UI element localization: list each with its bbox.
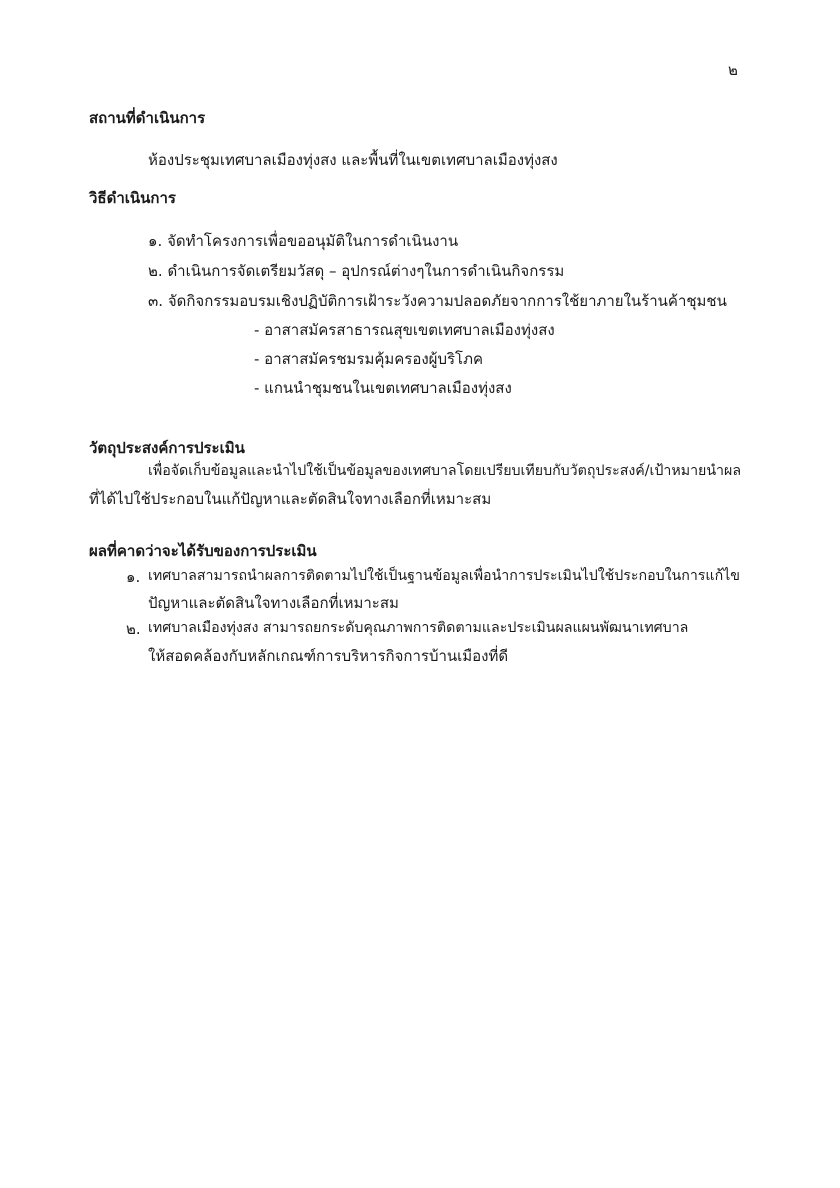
expected-item-2-line-2: ให้สอดคล้องกับหลักเกณฑ์การบริหารกิจการบ้านเมืองที่ดี xyxy=(148,647,509,665)
location-text: ห้องประชุมเทศบาลเมืองทุ่งสง และพื้นที่ในเขตเทศบาลเมืองทุ่งสง xyxy=(148,151,558,169)
method-item-3 xyxy=(148,289,727,313)
method-item-1-number: ๑. xyxy=(148,232,163,250)
method-item-1-text: จัดทำโครงการเพื่อขออนุมัติในการดำเนินงาน xyxy=(167,232,459,250)
method-item-3-text: จัดกิจกรรมอบรมเชิงปฏิบัติการเฝ้าระวังความปลอดภัยจากการใช้ยาภายในร้านค้าชุมชน xyxy=(167,292,727,310)
page-number: ๒ xyxy=(728,61,738,79)
method-item-3-number: ๓. xyxy=(148,292,164,310)
objective-heading: วัตถุประสงค์การประเมิน xyxy=(89,439,245,457)
method-subitem-2: - อาสาสมัครชมรมคุ้มครองผู้บริโภค xyxy=(254,350,484,368)
location-heading: สถานที่ดำเนินการ xyxy=(89,109,206,127)
objective-line-1: เพื่อจัดเก็บข้อมูลและนำไปใช้เป็นข้อมูลของเทศบาลโดยเปรียบเทียบกับวัตถุประสงค์/เป้าหมายนำผล xyxy=(148,463,742,479)
expected-item-1-line-1: เทศบาลสามารถนำผลการติดตามไปใช้เป็นฐานข้อมูลเพื่อนำการประเมินไปใช้ประกอบในการแก้ไข xyxy=(148,568,740,584)
expected-item-2-number: ๒. xyxy=(126,620,141,638)
method-heading: วิธีดำเนินการ xyxy=(89,189,176,207)
objective-line-2: ที่ได้ไปใช้ประกอบในแก้ปัญหาและตัดสินใจทางเลือกที่เหมาะสม xyxy=(89,490,492,508)
method-item-2 xyxy=(148,259,564,283)
expected-heading: ผลที่คาดว่าจะได้รับของการประเมิน xyxy=(89,542,317,560)
method-item-2-number: ๒. xyxy=(148,262,163,280)
method-subitem-3: - แกนนำชุมชนในเขตเทศบาลเมืองทุ่งสง xyxy=(254,379,512,397)
expected-item-1-line-2: ปัญหาและตัดสินใจทางเลือกที่เหมาะสม xyxy=(148,594,399,612)
method-item-2-text: ดำเนินการจัดเตรียมวัสดุ – อุปกรณ์ต่างๆในการดำเนินกิจกรรม xyxy=(167,262,565,280)
expected-item-1-number: ๑. xyxy=(126,568,141,586)
method-item-1 xyxy=(148,229,458,253)
expected-item-2-line-1: เทศบาลเมืองทุ่งสง สามารถยกระดับคุณภาพการติดตามและประเมินผลแผนพัฒนาเทศบาล xyxy=(148,620,689,636)
method-subitem-1: - อาสาสมัครสาธารณสุขเขตเทศบาลเมืองทุ่งสง xyxy=(254,321,555,339)
